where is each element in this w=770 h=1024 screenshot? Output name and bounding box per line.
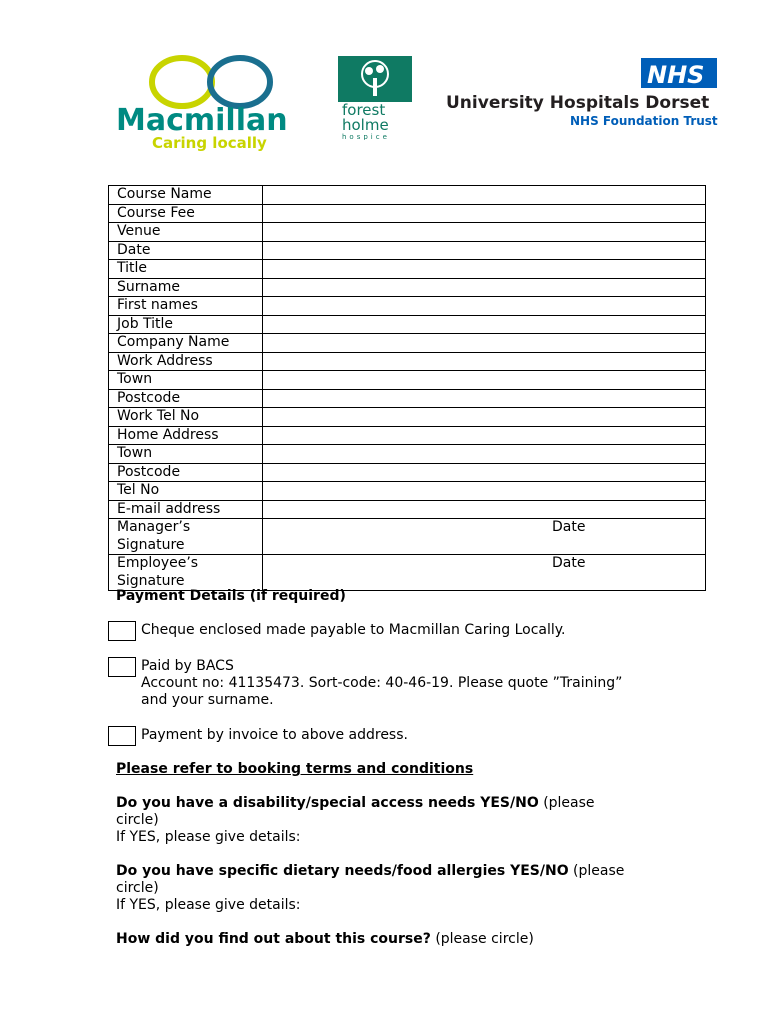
- signature-label-line2: Signature: [117, 572, 185, 589]
- form-row-input[interactable]: [263, 352, 706, 371]
- form-row-label: Job Title: [109, 315, 263, 334]
- form-row: [109, 204, 706, 223]
- cheque-checkbox[interactable]: [108, 621, 136, 641]
- form-row-label: Work Address: [109, 352, 263, 371]
- form-row-label: Postcode: [109, 463, 263, 482]
- form-row: [109, 297, 706, 316]
- forest-holme-line3: hospice: [342, 133, 390, 140]
- nhs-trust-name: NHS Foundation Trust: [570, 114, 718, 128]
- payment-heading: Payment Details (if required): [116, 588, 346, 604]
- form-row-input[interactable]: [263, 278, 706, 297]
- form-row-input[interactable]: [263, 260, 706, 279]
- nhs-logo: [440, 56, 720, 136]
- form-row-label: Tel No: [109, 482, 263, 501]
- invoice-checkbox[interactable]: [108, 726, 136, 746]
- cheque-option-label: Cheque enclosed made payable to Macmillan Caring Locally.: [141, 622, 566, 638]
- form-row: [109, 408, 706, 427]
- form-row-label: E-mail address: [109, 500, 263, 519]
- form-row-input[interactable]: [263, 241, 706, 260]
- form-row: [109, 278, 706, 297]
- disability-question: Do you have a disability/special access needs YES/NO: [116, 795, 539, 811]
- form-row-input[interactable]: [263, 482, 706, 501]
- form-row-label: Work Tel No: [109, 408, 263, 427]
- disability-circle-note-2: circle): [116, 812, 159, 828]
- signature-label-line1: Manager’s: [117, 519, 191, 535]
- form-row-input[interactable]: [263, 315, 706, 334]
- find-out-question: How did you find out about this course?: [116, 931, 431, 947]
- booking-form-table: [108, 185, 706, 591]
- form-row-input[interactable]: [263, 334, 706, 353]
- signature-label-line2: Signature: [117, 536, 185, 553]
- disability-details-prompt: If YES, please give details:: [116, 829, 301, 845]
- nhs-badge: NHS: [647, 61, 705, 89]
- form-row-label: Home Address: [109, 426, 263, 445]
- bacs-option: [141, 658, 701, 709]
- form-row: [109, 389, 706, 408]
- form-row-input[interactable]: [263, 297, 706, 316]
- forest-holme-line2: holme: [342, 116, 389, 134]
- form-row-input[interactable]: [263, 426, 706, 445]
- forest-holme-logo: [338, 56, 412, 140]
- form-row: [109, 315, 706, 334]
- form-row-input[interactable]: [263, 445, 706, 464]
- signature-input[interactable]: [263, 519, 706, 555]
- signature-label: [109, 555, 263, 591]
- form-row-label: Title: [109, 260, 263, 279]
- form-row-label: Postcode: [109, 389, 263, 408]
- form-row: [109, 334, 706, 353]
- signature-label-line1: Employee’s: [117, 555, 199, 571]
- form-row: [109, 352, 706, 371]
- signature-date-label: Date: [552, 555, 586, 571]
- macmillan-logo: [116, 52, 316, 152]
- bacs-title: Paid by BACS: [141, 658, 234, 674]
- form-row-label: Town: [109, 445, 263, 464]
- bacs-checkbox[interactable]: [108, 657, 136, 677]
- invoice-option-label: Payment by invoice to above address.: [141, 727, 408, 743]
- form-row: [109, 223, 706, 242]
- form-row-label: Company Name: [109, 334, 263, 353]
- disability-circle-note: (please: [543, 795, 595, 811]
- form-row-input[interactable]: [263, 371, 706, 390]
- terms-link[interactable]: Please refer to booking terms and conditions: [116, 761, 474, 777]
- form-row: [109, 426, 706, 445]
- form-row-input[interactable]: [263, 186, 706, 205]
- signature-date-label: Date: [552, 519, 586, 535]
- form-row-label: Town: [109, 371, 263, 390]
- form-row-label: First names: [109, 297, 263, 316]
- form-row-label: Course Fee: [109, 204, 263, 223]
- form-row-label: Venue: [109, 223, 263, 242]
- form-row-input[interactable]: [263, 389, 706, 408]
- form-row: [109, 260, 706, 279]
- disability-question-block: [116, 795, 716, 846]
- form-row-label: Course Name: [109, 186, 263, 205]
- signature-row: [109, 555, 706, 591]
- bacs-account-details: Account no: 41135473. Sort-code: 40-46-19. Please quote ”Training”: [141, 675, 623, 691]
- macmillan-tagline: Caring locally: [152, 134, 267, 152]
- dietary-circle-note: (please: [573, 863, 625, 879]
- form-row: [109, 500, 706, 519]
- form-row-input[interactable]: [263, 463, 706, 482]
- form-row-input[interactable]: [263, 204, 706, 223]
- bacs-reference-note: and your surname.: [141, 692, 274, 708]
- form-row: [109, 463, 706, 482]
- form-row-input[interactable]: [263, 500, 706, 519]
- dietary-details-prompt: If YES, please give details:: [116, 897, 301, 913]
- find-out-question-block: [116, 931, 716, 948]
- nhs-org-name: University Hospitals Dorset: [446, 93, 710, 113]
- signature-input[interactable]: [263, 555, 706, 591]
- form-row: [109, 371, 706, 390]
- form-row-label: Date: [109, 241, 263, 260]
- dietary-circle-note-2: circle): [116, 880, 159, 896]
- form-row-input[interactable]: [263, 223, 706, 242]
- forest-holme-line1: forest: [342, 101, 386, 119]
- form-row: [109, 241, 706, 260]
- form-row: [109, 482, 706, 501]
- form-row-input[interactable]: [263, 408, 706, 427]
- dietary-question: Do you have specific dietary needs/food allergies YES/NO: [116, 863, 569, 879]
- form-row-label: Surname: [109, 278, 263, 297]
- find-out-circle-note: (please circle): [435, 931, 534, 947]
- form-row: [109, 186, 706, 205]
- macmillan-wordmark: Macmillan: [116, 103, 288, 138]
- signature-label: [109, 519, 263, 555]
- dietary-question-block: [116, 863, 716, 914]
- form-row: [109, 445, 706, 464]
- signature-row: [109, 519, 706, 555]
